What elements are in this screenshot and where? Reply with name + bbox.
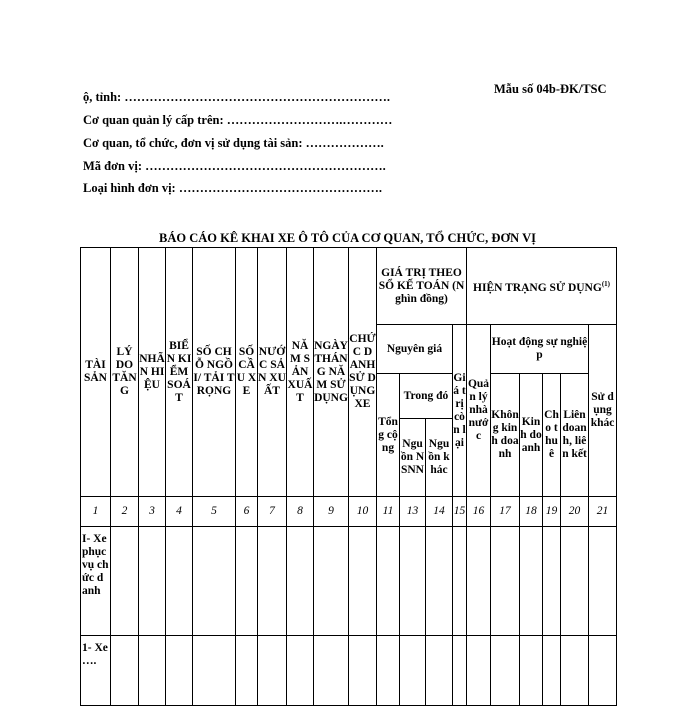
col-header-total: Tổng cộng	[377, 374, 400, 497]
empty-cell	[314, 527, 349, 636]
col-header-non-business: Không kinh doanh	[491, 374, 520, 497]
empty-cell	[426, 636, 453, 706]
col-number: 1	[81, 497, 111, 527]
empty-cell	[561, 636, 589, 706]
empty-cell	[543, 527, 561, 636]
status-group-superscript: (1)	[601, 279, 610, 288]
col-number: 6	[236, 497, 258, 527]
empty-cell	[561, 527, 589, 636]
header-superior-agency-line: Cơ quan quản lý cấp trên: ……………………….…………	[83, 113, 393, 127]
header-unit-code-line: Mã đơn vị: ………………………………………………….	[83, 159, 386, 173]
col-header-status-group	[467, 248, 617, 325]
empty-cell	[139, 527, 166, 636]
empty-cell	[426, 527, 453, 636]
empty-cell	[236, 527, 258, 636]
empty-cell	[453, 527, 467, 636]
empty-cell	[520, 527, 543, 636]
col-header-asset: TÀI SẢN	[81, 248, 111, 497]
col-header-lease: Cho thuê	[543, 374, 561, 497]
empty-cell	[467, 527, 491, 636]
empty-cell	[287, 636, 314, 706]
col-header-career-activities: Hoạt động sự nghiệp	[491, 325, 589, 374]
empty-cell	[111, 527, 139, 636]
col-header-original-price: Nguyên giá	[377, 325, 453, 374]
col-header-business: Kinh doanh	[520, 374, 543, 497]
status-group-label: HIỆN TRẠNG SỬ DỤNG	[473, 281, 602, 294]
header-unit-type-line: Loại hình đơn vị: ………………………………………….	[83, 181, 382, 195]
col-header-remaining-value: Giá trị còn lại	[453, 325, 467, 497]
empty-cell	[349, 636, 377, 706]
col-number: 8	[287, 497, 314, 527]
empty-cell	[520, 636, 543, 706]
col-header-increase-reason: LÝ DO TĂNG	[111, 248, 139, 497]
col-header-license-plate: BIỂN KIỂM SOÁT	[166, 248, 193, 497]
col-number: 11	[377, 497, 400, 527]
col-number: 16	[467, 497, 491, 527]
col-number: 5	[193, 497, 236, 527]
col-header-title-user: CHỨC DANH SỬ DỤNG XE	[349, 248, 377, 497]
empty-cell	[543, 636, 561, 706]
col-header-book-value-group: GIÁ TRỊ THEO SỔ KẾ TOÁN (Nghìn đồng)	[377, 248, 467, 325]
empty-cell	[589, 636, 617, 706]
table-row	[81, 636, 617, 706]
empty-cell	[453, 636, 467, 706]
empty-cell	[491, 527, 520, 636]
col-number: 17	[491, 497, 520, 527]
empty-cell	[166, 527, 193, 636]
col-number: 10	[349, 497, 377, 527]
empty-cell	[166, 636, 193, 706]
empty-cell	[589, 527, 617, 636]
empty-cell	[111, 636, 139, 706]
col-number: 9	[314, 497, 349, 527]
col-number: 21	[589, 497, 617, 527]
col-number: 14	[426, 497, 453, 527]
empty-cell	[258, 527, 287, 636]
col-number: 15	[453, 497, 467, 527]
col-header-seats-load: SỐ CHỖ NGỒI/ TẢI TRỌNG	[193, 248, 236, 497]
row-label-titled-vehicles: I- Xe phục vụ chức danh	[81, 527, 111, 636]
row-label-vehicle: 1- Xe ….	[81, 636, 111, 706]
empty-cell	[193, 636, 236, 706]
col-header-brand: NHÃN HIỆU	[139, 248, 166, 497]
header-ministry-line: ộ, tỉnh: ……………………………………………………….	[83, 90, 390, 104]
col-header-year: NĂM SẢN XUẤT	[287, 248, 314, 497]
col-number: 20	[561, 497, 589, 527]
col-header-use-date: NGÀY THÁNG NĂM SỬ DỤNG	[314, 248, 349, 497]
col-number: 3	[139, 497, 166, 527]
col-header-axles: SỐ CẦU XE	[236, 248, 258, 497]
col-header-of-which: Trong đó	[400, 374, 453, 419]
empty-cell	[467, 636, 491, 706]
empty-cell	[258, 636, 287, 706]
empty-cell	[377, 527, 400, 636]
col-number: 2	[111, 497, 139, 527]
col-number: 4	[166, 497, 193, 527]
col-number: 7	[258, 497, 287, 527]
report-title: BÁO CÁO KÊ KHAI XE Ô TÔ CỦA CƠ QUAN, TỔ CHỨC, ĐƠN VỊ	[158, 231, 536, 245]
col-number: 13	[400, 497, 426, 527]
col-header-joint-venture: Liên doanh, liên kết	[561, 374, 589, 497]
empty-cell	[491, 636, 520, 706]
vehicle-report-table	[80, 247, 617, 706]
empty-cell	[349, 527, 377, 636]
empty-cell	[236, 636, 258, 706]
empty-cell	[377, 636, 400, 706]
empty-cell	[400, 636, 426, 706]
col-number: 19	[543, 497, 561, 527]
col-header-other-use: Sử dụng khác	[589, 325, 617, 497]
empty-cell	[139, 636, 166, 706]
empty-cell	[287, 527, 314, 636]
col-header-state-budget-source: Nguồn NSNN	[400, 419, 426, 497]
header-user-agency-line: Cơ quan, tổ chức, đơn vị sử dụng tài sản: ……………….	[83, 136, 384, 150]
empty-cell	[193, 527, 236, 636]
empty-cell	[400, 527, 426, 636]
empty-cell	[314, 636, 349, 706]
table-row	[81, 527, 617, 636]
form-code: Mẫu số 04b-ĐK/TSC	[494, 82, 607, 96]
col-number: 18	[520, 497, 543, 527]
col-header-other-source: Nguồn khác	[426, 419, 453, 497]
col-header-state-management: Quản lý nhà nước	[467, 325, 491, 497]
col-header-country: NƯỚC SẢN XUẤT	[258, 248, 287, 497]
